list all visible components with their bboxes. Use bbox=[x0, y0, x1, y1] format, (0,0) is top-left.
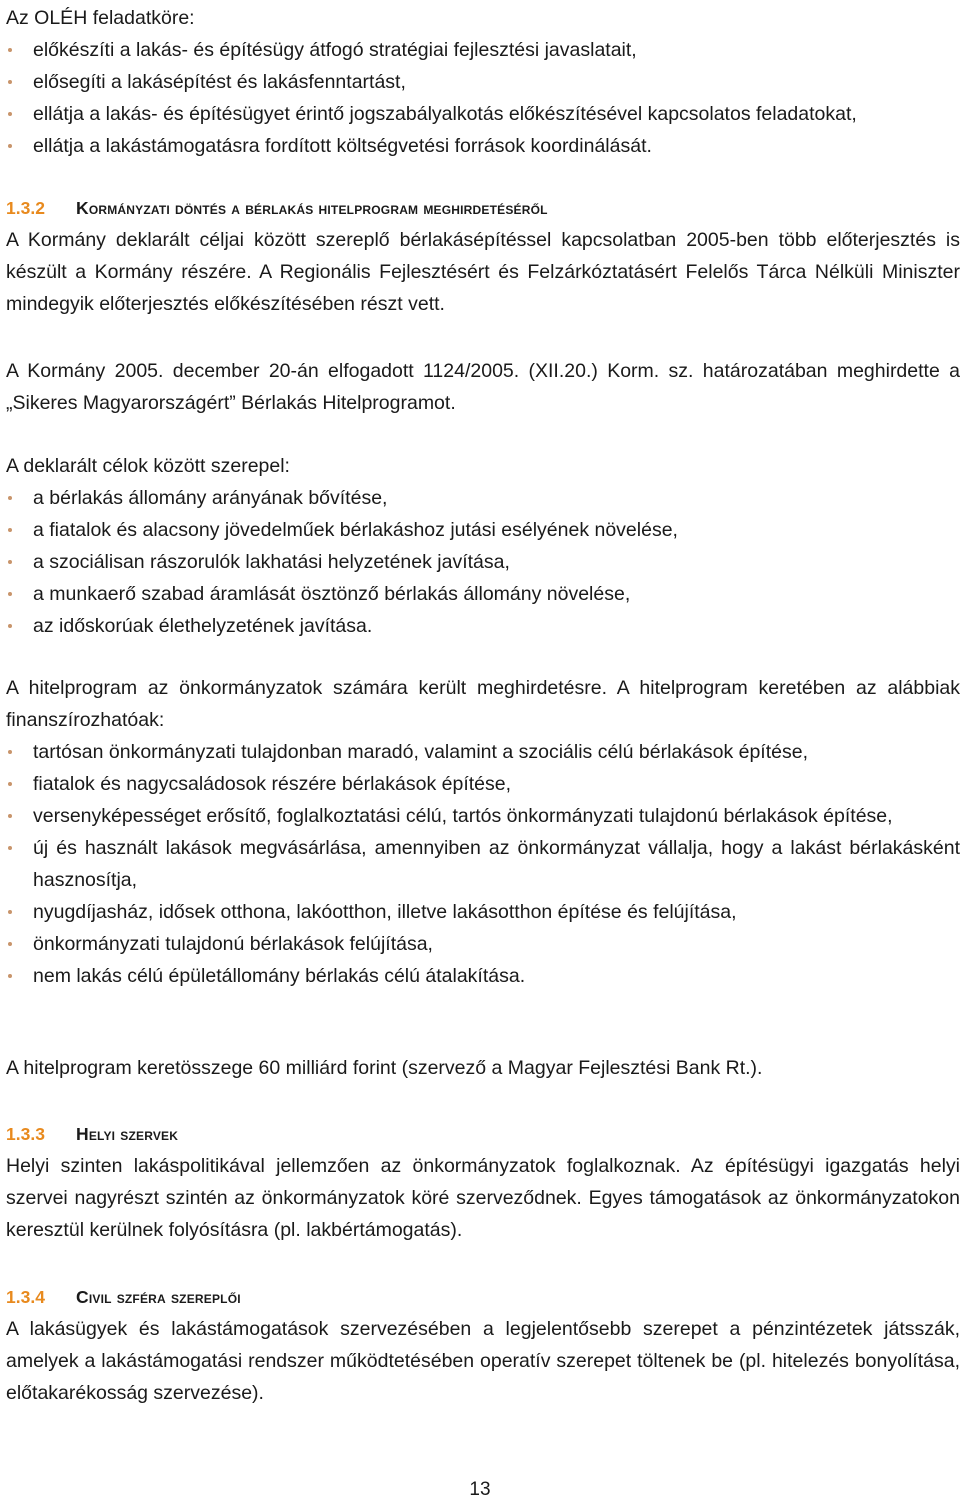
list-item: előkészíti a lakás- és építésügy átfogó stratégiai fejlesztési javaslatait, bbox=[6, 34, 960, 66]
section-number: 1.3.3 bbox=[6, 1124, 45, 1144]
list-item: a szociálisan rászorulók lakhatási helyzetének javítása, bbox=[6, 546, 960, 578]
section-heading bbox=[6, 192, 960, 224]
section-1-3-3 bbox=[6, 1118, 960, 1246]
paragraph: A Kormány 2005. december 20-án elfogadott 1124/2005. (XII.20.) Korm. sz. határozatában meghirdette a „Sikeres Magyarországért” Bérlakás Hitelprogramot. bbox=[6, 360, 960, 414]
paragraph: Helyi szinten lakáspolitikával jellemzően az önkormányzatok foglalkoznak. Az építésügyi igazgatás helyi szervei nagyrészt szintén az önkormányzatok köré szerveződnek. Egyes támogatások az önkormányzatokon keresztül kerülnek folyósításra (pl. lakbértámogatás). bbox=[6, 1155, 960, 1241]
list-item: ellátja a lakástámogatásra fordított költségvetési források koordinálását. bbox=[6, 130, 960, 162]
section-title: Civil szféra szereplői bbox=[76, 1287, 241, 1307]
list-item: a munkaerő szabad áramlását ösztönző bérlakás állomány növelése, bbox=[6, 578, 960, 610]
section-title: Kormányzati döntés a bérlakás hitelprogram meghirdetéséről bbox=[76, 198, 548, 218]
section-heading bbox=[6, 1281, 960, 1313]
list-item: önkormányzati tulajdonú bérlakások felújítása, bbox=[6, 928, 960, 960]
paragraph: A lakásügyek és lakástámogatások szervezésében a legjelentősebb szerepet a pénzintézetek játsszák, amelyek a lakástámogatási rendszer működtetésében operatív szerepet töltenek be (pl. hitelezés bonyolítása, előtakarékosság szervezése). bbox=[6, 1318, 960, 1404]
list-item: a fiatalok és alacsony jövedelműek bérlakáshoz jutási esélyének növelése, bbox=[6, 514, 960, 546]
list-item: a bérlakás állomány arányának bővítése, bbox=[6, 482, 960, 514]
list-item: ellátja a lakás- és építésügyet érintő jogszabályalkotás előkészítésével kapcsolatos feladatokat, bbox=[6, 98, 960, 130]
list-item: versenyképességet erősítő, foglalkoztatási célú, tartós önkormányzati tulajdonú bérlakások építése, bbox=[6, 800, 960, 832]
intro-block bbox=[6, 2, 960, 162]
goals-list bbox=[6, 482, 960, 642]
block-resolution bbox=[6, 355, 960, 419]
goals-label: A deklarált célok között szerepel: bbox=[6, 455, 290, 477]
block-goals bbox=[6, 450, 960, 642]
list-item: nyugdíjasház, idősek otthona, lakóotthon, illetve lakásotthon építése és felújítása, bbox=[6, 896, 960, 928]
list-item: tartósan önkormányzati tulajdonban maradó, valamint a szociális célú bérlakások építése, bbox=[6, 736, 960, 768]
list-item: nem lakás célú épületállomány bérlakás célú átalakítása. bbox=[6, 960, 960, 992]
intro-label: Az OLÉH feladatköre: bbox=[6, 7, 195, 29]
page-number: 13 bbox=[469, 1479, 491, 1500]
section-number: 1.3.4 bbox=[6, 1287, 45, 1307]
list-item: az időskorúak élethelyzetének javítása. bbox=[6, 610, 960, 642]
list-item: elősegíti a lakásépítést és lakásfenntartást, bbox=[6, 66, 960, 98]
intro-list bbox=[6, 34, 960, 162]
section-1-3-4 bbox=[6, 1281, 960, 1409]
section-title: Helyi szervek bbox=[76, 1124, 179, 1144]
list-item: fiatalok és nagycsaládosok részére bérlakások építése, bbox=[6, 768, 960, 800]
block-fundables bbox=[6, 672, 960, 992]
list-item: új és használt lakások megvásárlása, amennyiben az önkormányzat vállalja, hogy a lakást bérlakásként hasznosítja, bbox=[6, 832, 960, 896]
paragraph: A hitelprogram keretösszege 60 milliárd forint (szervező a Magyar Fejlesztési Bank Rt.). bbox=[6, 1057, 763, 1079]
paragraph: A Kormány deklarált céljai között szereplő bérlakásépítéssel kapcsolatban 2005-ben több előterjesztés is készült a Kormány részére. A Regionális Fejlesztésért és Felzárkóztatásért Felelős Tárca Nélküli Miniszter mindegyik előterjesztés előkészítésében részt vett. bbox=[6, 229, 960, 315]
section-1-3-2 bbox=[6, 192, 960, 320]
fundables-list bbox=[6, 736, 960, 992]
paragraph: A hitelprogram az önkormányzatok számára került meghirdetésre. A hitelprogram keretében az alábbiak finanszírozhatóak: bbox=[6, 677, 960, 731]
section-heading bbox=[6, 1118, 960, 1150]
section-number: 1.3.2 bbox=[6, 198, 45, 218]
block-budget bbox=[6, 1052, 960, 1084]
